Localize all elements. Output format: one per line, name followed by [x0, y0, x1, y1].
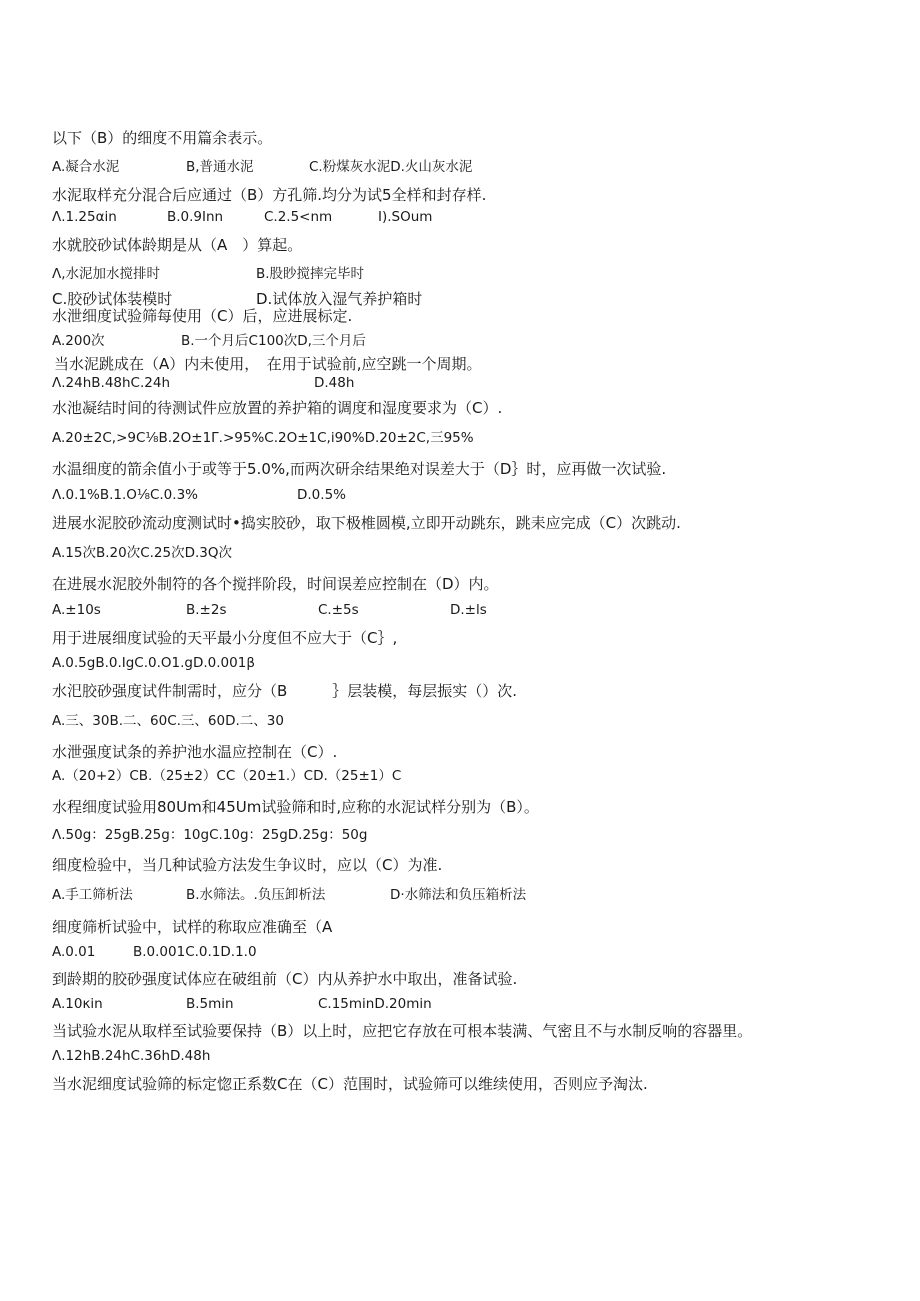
option: D·水筛法和负压箱析法 — [390, 887, 527, 903]
option: Λ.50g：25gB.25g：10gC.10g：25gD.25g：50g — [52, 827, 368, 843]
option: B.一个月后C100次D,三个月后 — [181, 333, 366, 349]
option: D.0.5% — [297, 487, 346, 503]
option: D.48h — [314, 375, 355, 391]
question-2: 水泥取样充分混合后应通过（B）方孔筛.均分为试5全样和封存样. — [52, 186, 487, 204]
question-8: 进展水泥胶砂流动度测试时•捣实胶砂，取下极椎圆模,立即开动跳东，跳耒应完成（C）次跳动. — [52, 514, 681, 532]
question-12: 水泄强度试条的养护池水温应控制在（C）. — [52, 743, 338, 761]
option: B.股眇搅摔完毕时 — [256, 266, 365, 282]
question-18: 当水泥细度试验筛的标定惚正系数C在（C）范围时，试验筛可以维续使用，否则应予淘汰. — [52, 1075, 648, 1093]
option: C.15minD.20min — [318, 996, 432, 1012]
option: A.200次 — [52, 333, 105, 349]
option: A.手工筛析法 — [52, 887, 133, 903]
option: Λ,水泥加水搅排时 — [52, 266, 161, 282]
option-clipped: D.试体放入湿气养护箱时 — [256, 290, 423, 308]
option: Λ.1.25αin — [52, 209, 117, 225]
option: Λ.24hB.48hC.24h — [52, 375, 170, 391]
question-3: 水就胶砂试体龄期是从（A ）算起。 — [52, 236, 303, 254]
option: I).SOum — [378, 209, 433, 225]
option: B,普通水泥 — [186, 159, 254, 175]
question-1: 以下（B）的细度不用篇余表示。 — [52, 129, 273, 147]
question-13: 水程细度试验用80Um和45Um试验筛和时,应称的水泥试样分别为（B）。 — [52, 798, 539, 816]
question-7: 水温细度的箭余值小于或等于5.0%,而两次研余结果绝对误差大于（D｝时，应再做一次试验. — [52, 460, 667, 478]
question-5: 当水泥跳成在（A）内未使用， 在用于试验前,应空跳一个周期。 — [54, 355, 482, 373]
option: C.2.5<nm — [264, 209, 333, 225]
option: A.15次B.20次C.25次D.3Q次 — [52, 545, 232, 561]
option: A.（20+2）CB.（25±2）CC（20±1.）CD.（25±1）C — [52, 768, 402, 784]
clipped-options-row — [52, 290, 452, 308]
option: C.±5s — [318, 602, 359, 618]
question-9: 在进展水泥胶外制符的各个搅拌阶段，时间误差应控制在（D）内。 — [52, 575, 499, 593]
option: B.5min — [186, 996, 234, 1012]
option: A.0.01 — [52, 944, 96, 960]
option: B.0.9Inn — [167, 209, 224, 225]
question-16: 到龄期的胶砂强度试体应在破组前（C）内从养护水中取出，准备试验. — [52, 970, 518, 988]
question-4: 水泄细度试验筛每使用（C）后，应进展标定. — [52, 307, 353, 325]
question-6: 水池凝结时间的待测试件应放置的养护箱的调度和湿度要求为（C）. — [52, 399, 503, 417]
option: Λ.12hB.24hC.36hD.48h — [52, 1048, 211, 1064]
option: C.粉煤灰水泥D.火山灰水泥 — [309, 159, 473, 175]
question-14: 细度检验中，当几种试验方法发生争议时，应以（C）为准. — [52, 856, 443, 874]
option: A.10κin — [52, 996, 103, 1012]
option: B.±2s — [186, 602, 227, 618]
option: A.20±2C,>9C⅛B.2O±1Γ.>95%C.2O±1C,i90%D.20±2C,三95% — [52, 430, 474, 446]
question-10: 用于进展细度试验的天平最小分度但不应大于（C｝, — [52, 629, 398, 647]
question-15: 细度筛析试验中，试样的称取应准确至（A — [52, 918, 333, 936]
option: B.0.001C.0.1D.1.0 — [133, 944, 257, 960]
option: A.凝合水泥 — [52, 159, 120, 175]
option: A.0.5gB.0.IgC.0.O1.gD.0.001β — [52, 655, 255, 671]
question-17: 当试验水泥从取样至试验要保持（B）以上时，应把它存放在可根本装满、气密且不与水制反响的容器里。 — [52, 1022, 753, 1040]
option: A.三、30B.二、60C.三、60D.二、30 — [52, 713, 284, 729]
option-clipped: C.胶砂试体装模时 — [52, 290, 173, 308]
option: Λ.0.1%B.1.O⅛C.0.3% — [52, 487, 198, 503]
option: D.±ls — [450, 602, 487, 618]
option: A.±10s — [52, 602, 101, 618]
question-11: 水汜胶砂强度试件制需时，应分（B ｝层装模，每层振实（）次. — [52, 682, 518, 700]
option: B.水筛法。.负压卸析法 — [186, 887, 326, 903]
